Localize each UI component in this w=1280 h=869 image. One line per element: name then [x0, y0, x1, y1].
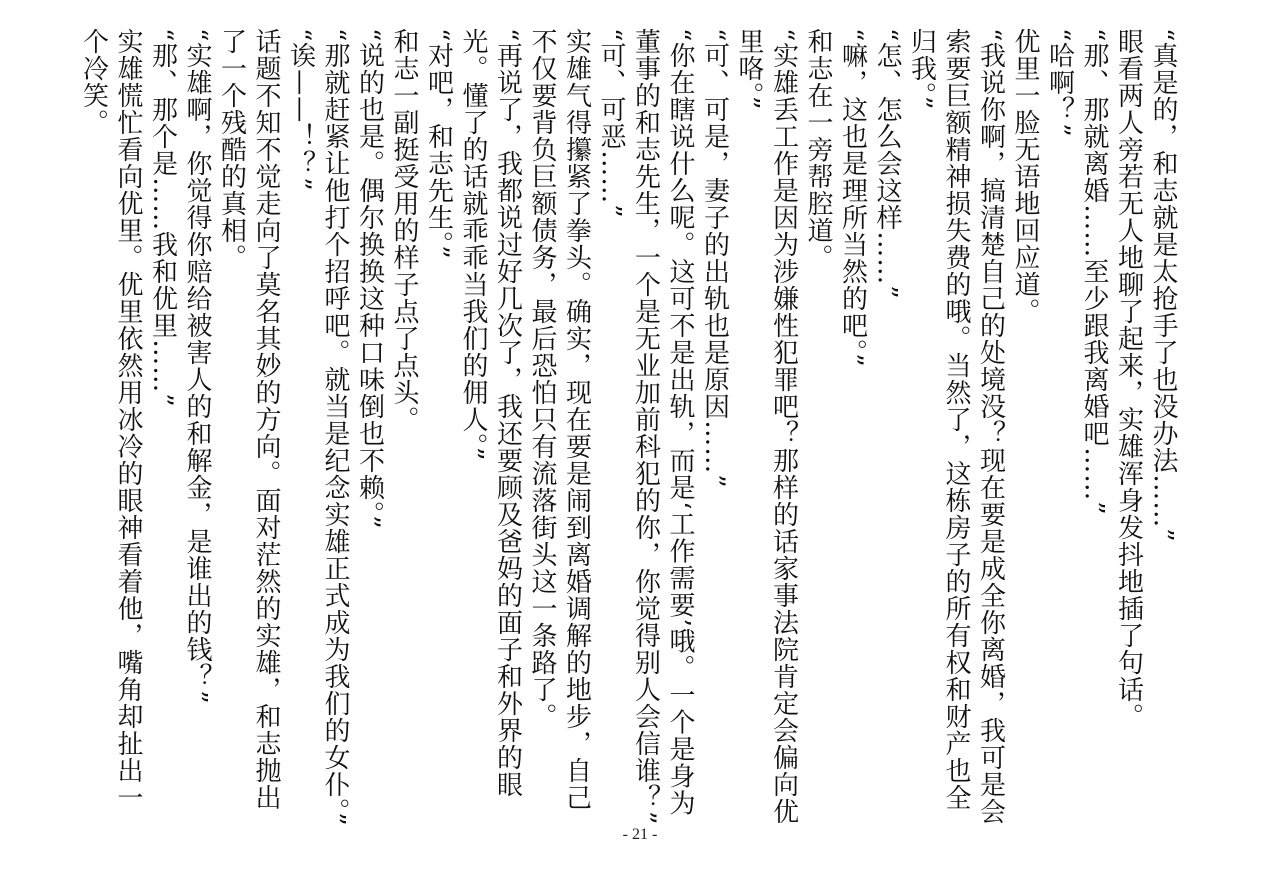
paragraph: “那就赶紧让他打个招呼吧。就当是纪念实雄正式成为我们的女仆。” [320, 28, 350, 827]
paragraph: “真是的，和志就是太抢手了也没办法……” [1148, 28, 1178, 543]
paragraph: “实雄丢工作是因为涉嫌性犯罪吧？那样的话家事法院肯定会偏向优里咯。” [734, 28, 799, 826]
paragraph: 实雄气得攥紧了拳头。确实，现在要是闹到离婚调解的地步，自己不仅要背负巨额债务，最后恐怕只有流落街头这一条路了。 [527, 28, 592, 811]
paragraph: 话题不知不觉走向了莫名其妙的方向。面对茫然的实雄，和志抛出了一个残酷的真相。 [216, 28, 281, 811]
paragraph: “可、可恶……” [596, 28, 626, 219]
paragraph: 实雄慌忙看向优里。优里依然用冰冷的眼神看着他，嘴角却扯出一个冷笑。 [78, 28, 143, 811]
paragraph: “我说你啊，搞清楚自己的处境没？现在要是成全你离婚，我可是会索要巨额精神损失费的哦。当然了，这栋房子的所有权和财产也全归我。” [906, 28, 1006, 826]
paragraph: “可、可是，妻子的出轨也是原因……” [699, 28, 730, 489]
page-number: - 21 - [622, 826, 658, 843]
paragraph: “那、那就离婚……至少跟我离婚吧……” [1079, 28, 1109, 516]
paragraph: 眼看两人旁若无人地聊了起来，实雄浑身发抖地插了句话。 [1113, 28, 1144, 730]
paragraph: “对吧，和志先生。” [423, 28, 454, 260]
paragraph: 和志在一旁帮腔道。 [803, 28, 833, 271]
paragraph: “嘛，这也是理所当然的吧。” [837, 28, 868, 368]
vertical-text-body [78, 28, 1180, 828]
paragraph: “说的也是。偶尔换换这种口味倒也不赖。” [354, 28, 385, 530]
paragraph: “实雄啊，你觉得你赔给被害人的和解金，是谁出的钱？” [182, 28, 212, 705]
paragraph: 优里一脸无语地回应道。 [1010, 28, 1040, 325]
paragraph: “再说了，我都说过好几次了，我还要顾及爸妈的面子和外界的眼光。懂了的话就乖乖当我们的佣人。” [458, 28, 523, 799]
paragraph: “你在瞎说什么呢。这可不是出轨，而是‘工作需要’哦。一个是身为董事的和志先生，一个是无业加前科犯的你，你觉得别人会信谁？” [630, 28, 695, 826]
paragraph: “怎、怎么会这样……” [872, 28, 902, 300]
paragraph: 和志一副挺受用的样子点了点头。 [389, 28, 419, 433]
paragraph: “哈啊？” [1044, 28, 1075, 138]
paragraph: “诶——！？” [285, 28, 316, 192]
paragraph: “那、那个是……我和优里……” [147, 28, 178, 408]
